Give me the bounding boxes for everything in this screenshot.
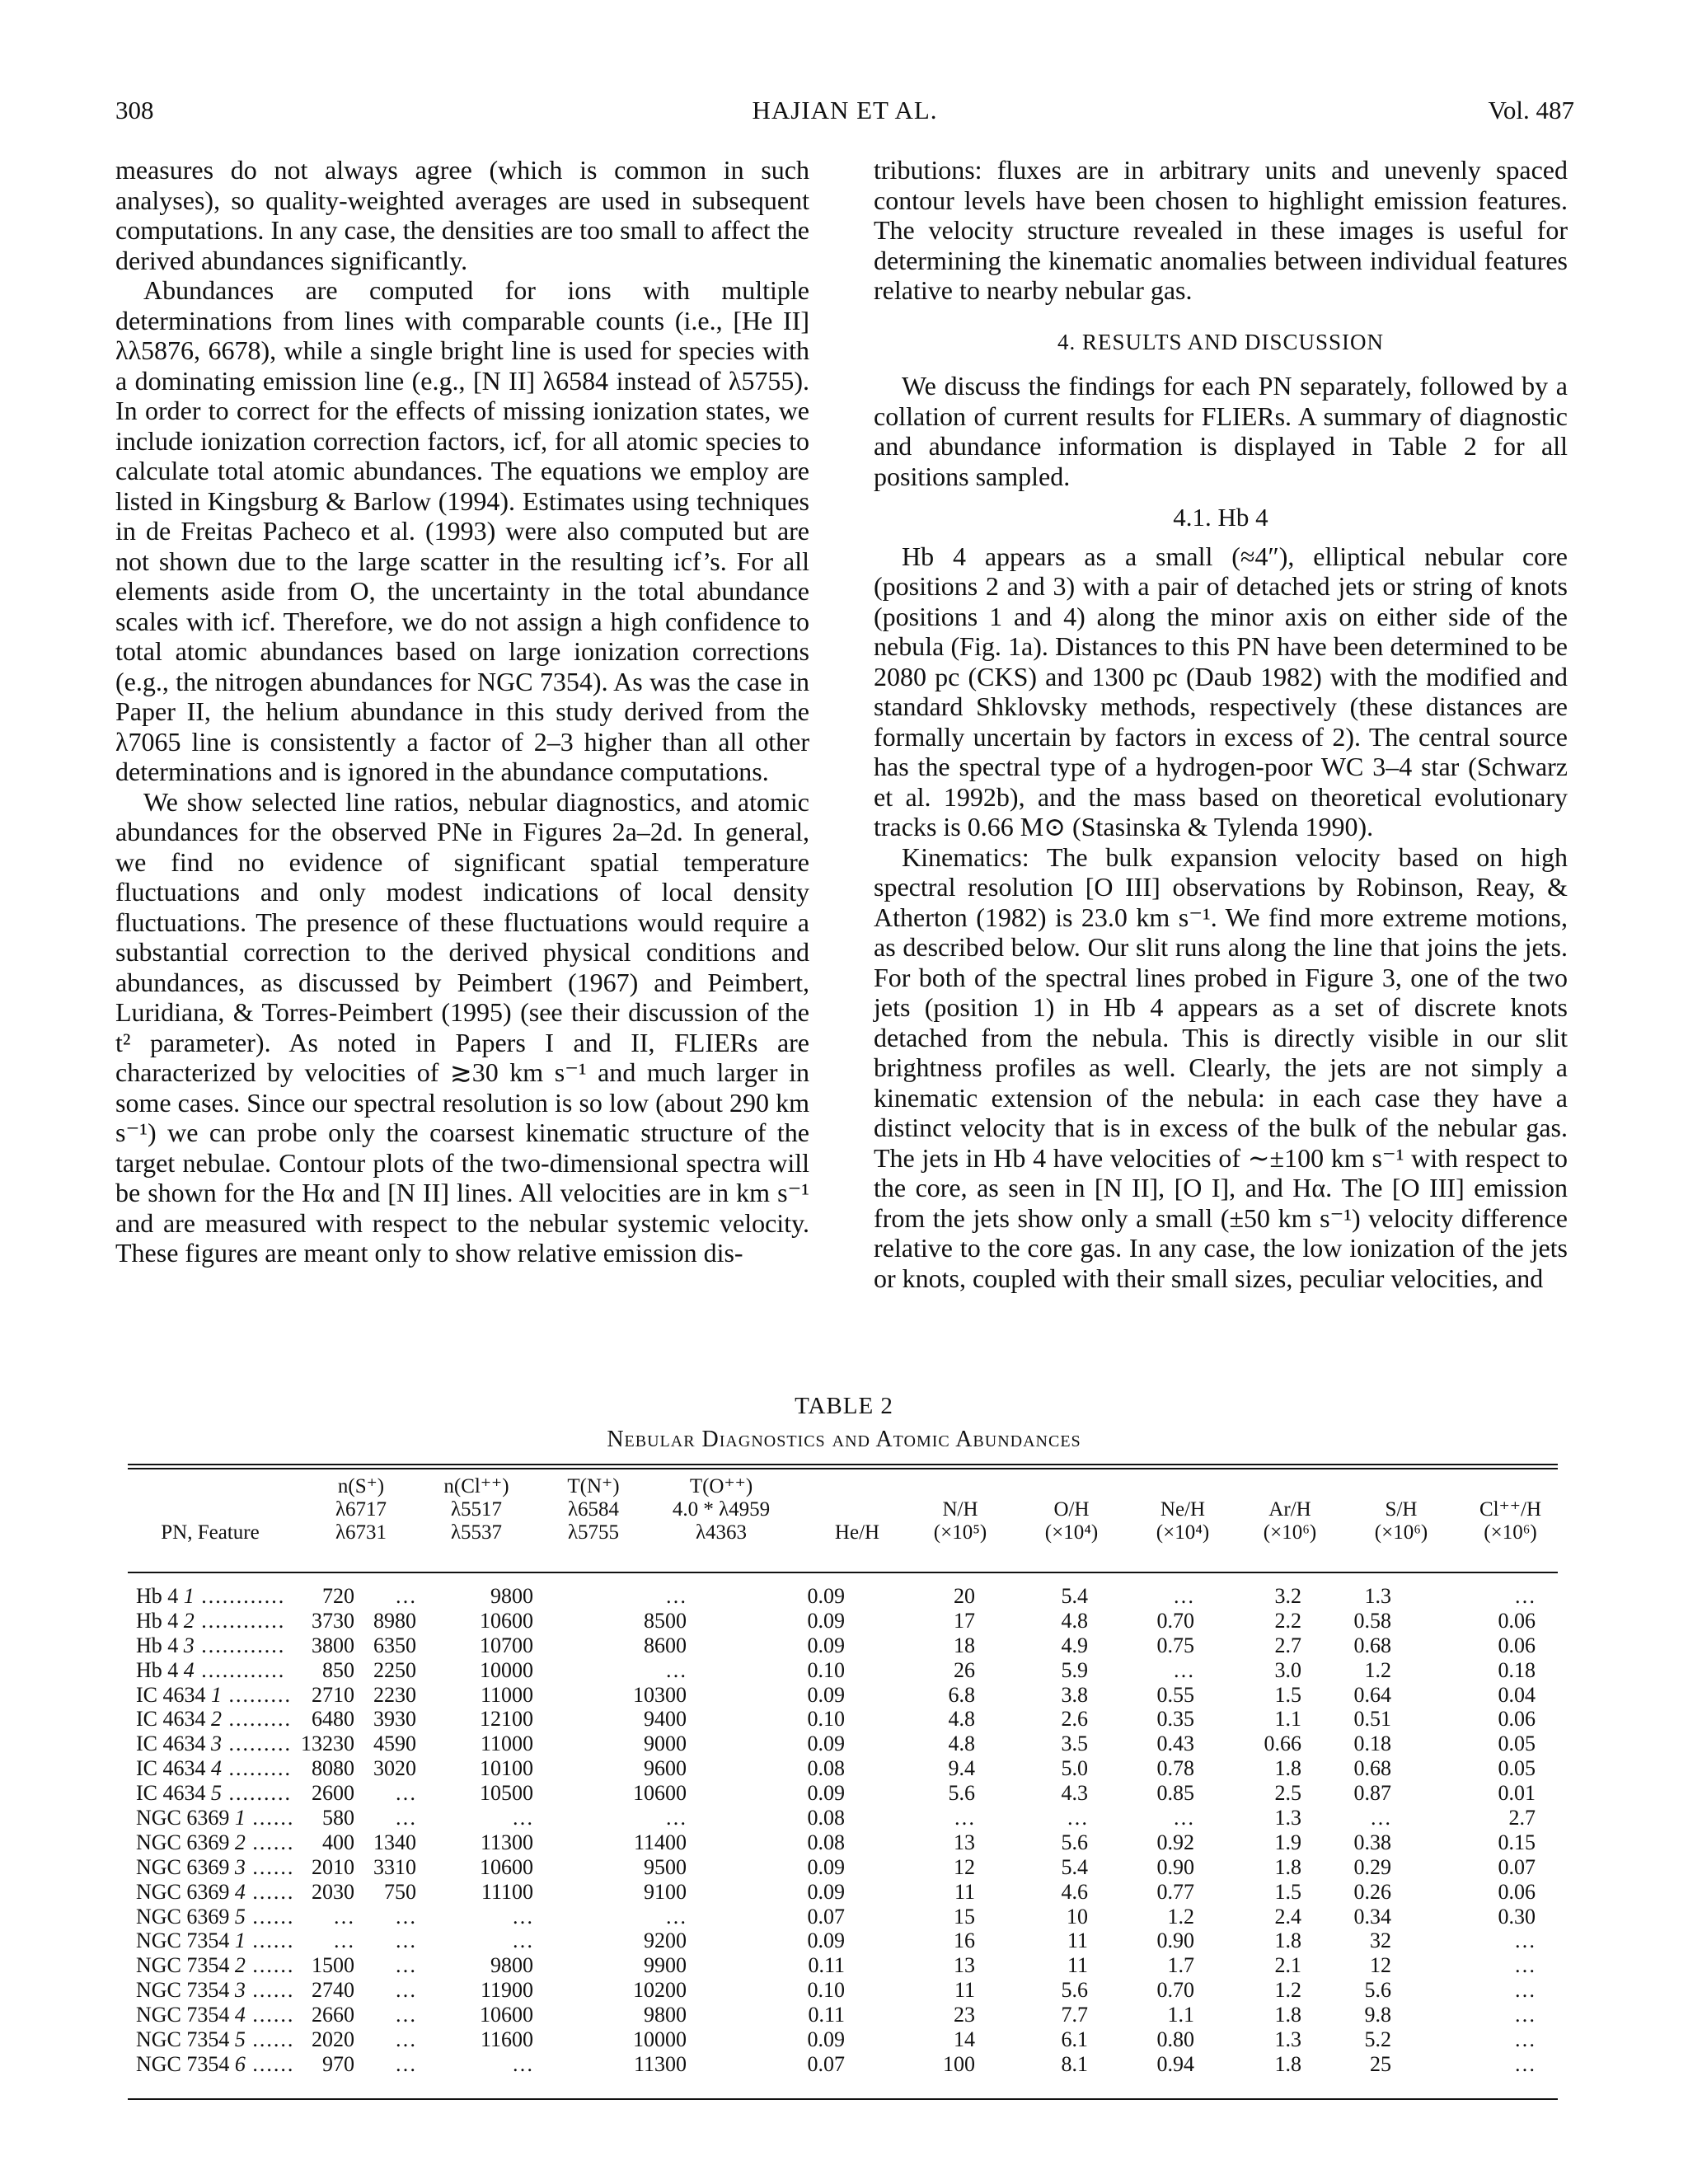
pn-feature-cell: NGC 6369 3 ...... (136, 1854, 295, 1879)
header-n-cl: n(Cl⁺⁺) λ5517 λ5537 (443, 1475, 509, 1544)
table-cell: 11 (1067, 1953, 1088, 1978)
table-cell: 10300 (633, 1682, 687, 1707)
paragraph: Hb 4 appears as a small (≈4″), elliptical nebular core (positions 2 and 3) with a pair of detached jets or string of knots (positions 1 and 4) along the minor axis on either side of the nebula (Fig. 1a). Distances to this PN have been determined to be 2080 pc (CKS) and 1300 pc (Daub 1982) with the modified and standard Shklovsky methods, respectively (these distances are formally uncertain by factors in excess of 2). The central source has the spectral type of a hydrogen-poor WC 3–4 star (Schwarz et al. 1992b), and the mass based on theoretical evolutionary tracks is 0.66 M⊙ (Stasinska & Tylenda 1990). (874, 541, 1568, 841)
table-cell: 10600 (480, 1854, 533, 1879)
table-cell: 1500 (312, 1953, 354, 1978)
table-cell: 0.06 (1498, 1608, 1536, 1633)
table-cell: 5.6 (948, 1781, 975, 1806)
table-cell: 1.8 (1274, 2003, 1301, 2027)
table-cell: 2.6 (1061, 1707, 1088, 1732)
pn-feature-cell: NGC 6369 4 ...... (136, 1879, 295, 1904)
table-cell: 4.6 (1061, 1879, 1088, 1904)
table-cell: 1.3 (1364, 1584, 1391, 1608)
table-cell: 6.8 (948, 1682, 975, 1707)
table-cell: 13 (954, 1830, 975, 1854)
table-cell: 10600 (480, 2003, 533, 2027)
table-row (136, 1732, 1558, 1756)
table-cell: 32 (1370, 1929, 1391, 1953)
table-cell: 0.06 (1498, 1879, 1536, 1904)
header-s-h: S/H (×10⁶) (1374, 1498, 1428, 1544)
table-cell: 9800 (490, 1953, 533, 1978)
table-cell: … (954, 1806, 975, 1830)
table-cell: 9400 (644, 1707, 687, 1732)
table-cell: … (665, 1657, 687, 1682)
table-cell: 0.94 (1156, 2051, 1194, 2076)
table-cell: … (395, 1781, 416, 1806)
table-cell: 4.8 (948, 1732, 975, 1756)
table-cell: 2600 (312, 1781, 354, 1806)
table-cell: 1.1 (1274, 1707, 1301, 1732)
table-cell: 13 (954, 1953, 975, 1978)
table-row (136, 1633, 1558, 1658)
table-cell: 0.66 (1264, 1732, 1301, 1756)
pn-feature-cell: NGC 7354 2 ...... (136, 1953, 295, 1978)
table-cell: … (665, 1806, 687, 1830)
volume-label: Vol. 487 (1488, 96, 1574, 124)
table-cell: … (1514, 1978, 1536, 2003)
table-cell: 0.80 (1156, 2027, 1194, 2052)
table-cell: 1.5 (1274, 1879, 1301, 1904)
table-cell: 15 (954, 1904, 975, 1929)
table-cell: 0.55 (1156, 1682, 1194, 1707)
table-cell: … (1067, 1806, 1088, 1830)
pn-feature-cell: IC 4634 4 ......... (136, 1756, 292, 1781)
table-row (136, 1756, 1558, 1781)
pn-feature-cell: Hb 4 2 ............ (136, 1608, 286, 1633)
subsection-heading: 4.1. Hb 4 (1173, 503, 1268, 532)
table-cell: … (395, 2051, 416, 2076)
table-cell: 1.1 (1167, 2003, 1194, 2027)
table-cell: 2010 (312, 1854, 354, 1879)
table-row (136, 1781, 1558, 1806)
paragraph: We show selected line ratios, nebular diagnostics, and atomic abundances for the observed PNe in Figures 2a–2d. In general, we find no evidence of significant spatial temperature fluctuations and only modest indications of local density fluctuations. The presence of these fluctuations would require a substantial correction to the derived physical conditions and abundances, as discussed by Peimbert (1967) and Peimbert, Luridiana, & Torres-Peimbert (1995) (see their discussion of the t² parameter). As noted in Papers I and II, FLIERs are characterized by velocities of ≳30 km s⁻¹ and much larger in some cases. Since our spectral resolution is so low (about 290 km s⁻¹) we can probe only the coarsest kinematic structure of the target nebulae. Contour plots of the two-dimensional spectra will be shown for the Hα and [N II] lines. All velocities are in km s⁻¹ and are measured with respect to the nebular systemic velocity. These figures are meant only to show relative emission dis- (115, 786, 809, 1268)
table-row (136, 1658, 1558, 1683)
table-cell: 13230 (301, 1732, 354, 1756)
table-caption: Nebular Diagnostics and Atomic Abundances (607, 1427, 1081, 1452)
table-cell: 10 (1067, 1904, 1088, 1929)
table-cell: … (1514, 1953, 1536, 1978)
table-cell: 2.7 (1274, 1633, 1301, 1657)
table-cell: 1.2 (1167, 1904, 1194, 1929)
table-cell: … (512, 2051, 533, 2076)
table-cell: 11 (954, 1879, 975, 1904)
table-cell: 0.77 (1156, 1879, 1194, 1904)
table-cell: 17 (954, 1608, 975, 1633)
table-cell: 5.4 (1061, 1584, 1088, 1608)
table-cell: 11600 (480, 2027, 533, 2052)
table-cell: 0.38 (1353, 1830, 1391, 1854)
table-row (136, 2003, 1558, 2027)
table-cell: 580 (322, 1806, 354, 1830)
table-cell: … (333, 1904, 354, 1929)
section-heading: 4. RESULTS AND DISCUSSION (1057, 329, 1385, 354)
table-cell: 9800 (644, 2003, 687, 2027)
pn-feature-cell: NGC 6369 2 ...... (136, 1830, 295, 1854)
table-cell: 3.8 (1061, 1682, 1088, 1707)
table-cell: 3020 (373, 1756, 416, 1781)
table-cell: … (512, 1806, 533, 1830)
table-cell: … (1514, 2003, 1536, 2027)
table-cell: 0.11 (808, 1953, 845, 1978)
table-cell: 11400 (633, 1830, 687, 1854)
table-cell: 8080 (312, 1756, 354, 1781)
table-cell: 0.58 (1353, 1608, 1391, 1633)
table-cell: 10000 (480, 1657, 533, 1682)
table-cell: 0.09 (807, 1732, 845, 1756)
table-cell: 11100 (481, 1879, 533, 1904)
table-cell: 1.7 (1167, 1953, 1194, 1978)
table-cell: 3730 (312, 1608, 354, 1633)
pn-feature-cell: Hb 4 3 ............ (136, 1633, 286, 1657)
table-cell: … (395, 1904, 416, 1929)
pn-feature-cell: NGC 7354 4 ...... (136, 2003, 295, 2027)
table-cell: 5.6 (1061, 1978, 1088, 2003)
table-cell: 0.09 (807, 1584, 845, 1608)
table-cell: 5.6 (1061, 1830, 1088, 1854)
header-t-n: T(N⁺) λ6584 λ5755 (567, 1475, 620, 1544)
table-cell: 750 (384, 1879, 416, 1904)
pn-feature-cell: IC 4634 1 ......... (136, 1682, 292, 1707)
table-cell: … (1514, 2027, 1536, 2052)
table-row (136, 1683, 1558, 1708)
table-cell: 0.08 (807, 1830, 845, 1854)
table-cell: 6480 (312, 1707, 354, 1732)
table-cell: 0.09 (807, 2027, 845, 2052)
table-cell: 12 (954, 1854, 975, 1879)
table-cell: 11900 (480, 1978, 533, 2003)
table-cell: … (395, 2003, 416, 2027)
table-cell: 1.9 (1274, 1830, 1301, 1854)
table-cell: … (665, 1584, 687, 1608)
table-cell: 720 (322, 1584, 354, 1608)
table-cell: … (395, 1806, 416, 1830)
table-cell: 10200 (633, 1978, 687, 2003)
table-cell: 0.68 (1353, 1756, 1391, 1781)
table-cell: 0.78 (1156, 1756, 1194, 1781)
header-o-h: O/H (×10⁴) (1044, 1498, 1099, 1544)
paragraph: tributions: fluxes are in arbitrary units and unevenly spaced contour levels have been chosen to highlight emission features. The velocity structure revealed in these images is useful for determining the kinematic anomalies between individual features relative to nearby nebular gas. (874, 155, 1568, 305)
table-cell: 2740 (312, 1978, 354, 2003)
table-title: TABLE 2 (795, 1393, 893, 1419)
table-cell: 1.8 (1274, 2051, 1301, 2076)
table-cell: 4.8 (1061, 1608, 1088, 1633)
table-cell: 0.30 (1498, 1904, 1536, 1929)
table-cell: 0.35 (1156, 1707, 1194, 1732)
table-cell: 0.08 (807, 1806, 845, 1830)
table-cell: 3930 (373, 1707, 416, 1732)
table-cell: … (395, 2027, 416, 2052)
table-cell: 1.5 (1274, 1682, 1301, 1707)
table-cell: 23 (954, 2003, 975, 2027)
table-cell: 0.75 (1156, 1633, 1194, 1657)
table-cell: 0.18 (1353, 1732, 1391, 1756)
table-row (136, 1880, 1558, 1905)
table-cell: 9.8 (1364, 2003, 1391, 2027)
pn-feature-cell: Hb 4 1 ............ (136, 1584, 286, 1608)
table-cell: 3800 (312, 1633, 354, 1657)
table-cell: 2.1 (1274, 1953, 1301, 1978)
table-cell: 0.87 (1353, 1781, 1391, 1806)
table-cell: 0.90 (1156, 1929, 1194, 1953)
table-cell: 0.90 (1156, 1854, 1194, 1879)
table-cell: … (333, 1929, 354, 1953)
table-cell: 0.09 (807, 1682, 845, 1707)
table-cell: 0.05 (1498, 1756, 1536, 1781)
table-cell: … (1173, 1657, 1194, 1682)
table-cell: 0.06 (1498, 1707, 1536, 1732)
table-cell: 12100 (480, 1707, 533, 1732)
table-body (136, 1584, 1558, 2077)
table-cell: 2030 (312, 1879, 354, 1904)
table-cell: 4.9 (1061, 1633, 1088, 1657)
left-column (115, 155, 809, 1268)
table-row (136, 2052, 1558, 2077)
table-cell: 10600 (633, 1781, 687, 1806)
pn-feature-cell: IC 4634 5 ......... (136, 1781, 292, 1806)
table-cell: 9.4 (948, 1756, 975, 1781)
table-cell: 2660 (312, 2003, 354, 2027)
table-row (136, 1830, 1558, 1855)
table-cell: 0.01 (1498, 1781, 1536, 1806)
table-cell: … (395, 1929, 416, 1953)
table-cell: 26 (954, 1657, 975, 1682)
table-cell: 400 (322, 1830, 354, 1854)
table-cell: 9500 (644, 1854, 687, 1879)
header-cl-h: Cl⁺⁺/H (×10⁶) (1479, 1498, 1541, 1544)
table-cell: 100 (943, 2051, 975, 2076)
pn-feature-cell: NGC 6369 5 ...... (136, 1904, 295, 1929)
table-cell: 10000 (633, 2027, 687, 2052)
table-cell: 0.10 (807, 1707, 845, 1732)
table-cell: 0.29 (1353, 1854, 1391, 1879)
table-cell: 3.5 (1061, 1732, 1088, 1756)
header-n-s: n(S⁺) λ6717 λ6731 (335, 1475, 387, 1544)
header-ne-h: Ne/H (×10⁴) (1156, 1498, 1210, 1544)
table-cell: 0.09 (807, 1854, 845, 1879)
table-cell: 0.34 (1353, 1904, 1391, 1929)
table-cell: 10500 (480, 1781, 533, 1806)
pn-feature-cell: NGC 7354 6 ...... (136, 2051, 295, 2076)
table-cell: 11000 (480, 1682, 533, 1707)
table-cell: 0.09 (807, 1879, 845, 1904)
table-cell: 0.09 (807, 1608, 845, 1633)
header-n-h: N/H (×10⁵) (933, 1498, 987, 1544)
running-head-authors: HAJIAN ET AL. (752, 96, 938, 124)
table-row (136, 1905, 1558, 1929)
table-cell: 2250 (373, 1657, 416, 1682)
table-row (136, 1929, 1558, 1953)
table-bottom-rule (128, 2098, 1558, 2100)
table-cell: 0.07 (1498, 1854, 1536, 1879)
table-cell: 8980 (373, 1608, 416, 1633)
table-cell: 0.68 (1353, 1633, 1391, 1657)
table-cell: 2230 (373, 1682, 416, 1707)
table-cell: 0.04 (1498, 1682, 1536, 1707)
running-header (115, 96, 1574, 129)
table-cell: … (1173, 1584, 1194, 1608)
table-cell: 3.0 (1274, 1657, 1301, 1682)
table-cell: 0.09 (807, 1633, 845, 1657)
table-cell: 9000 (644, 1732, 687, 1756)
right-column (874, 155, 1568, 1293)
table-header (128, 1475, 1558, 1570)
table-cell: 0.09 (807, 1781, 845, 1806)
table-cell: 1.2 (1364, 1657, 1391, 1682)
table-cell: 8500 (644, 1608, 687, 1633)
header-t-o: T(O⁺⁺) 4.0 * λ4959 λ4363 (672, 1475, 771, 1544)
table-cell: 5.9 (1061, 1657, 1088, 1682)
table-cell: 2710 (312, 1682, 354, 1707)
table-cell: 1.8 (1274, 1756, 1301, 1781)
table-cell: 18 (954, 1633, 975, 1657)
table-cell: 11000 (480, 1732, 533, 1756)
table-cell: … (1370, 1806, 1391, 1830)
pn-feature-cell: Hb 4 4 ............ (136, 1657, 286, 1682)
table-cell: 3.2 (1274, 1584, 1301, 1608)
table-row (136, 1609, 1558, 1633)
table-cell: 25 (1370, 2051, 1391, 2076)
table-cell: … (665, 1904, 687, 1929)
table-cell: 1.3 (1274, 2027, 1301, 2052)
table-cell: 970 (322, 2051, 354, 2076)
table-cell: 0.11 (808, 2003, 845, 2027)
table-cell: … (1514, 2051, 1536, 2076)
pn-feature-cell: NGC 7354 3 ...... (136, 1978, 295, 2003)
table-cell: 2.2 (1274, 1608, 1301, 1633)
table-cell: 9100 (644, 1879, 687, 1904)
table-cell: 0.08 (807, 1756, 845, 1781)
table-cell: 1340 (373, 1830, 416, 1854)
pn-feature-cell: NGC 6369 1 ...... (136, 1806, 295, 1830)
paragraph: Abundances are computed for ions with multiple determinations from lines with comparable counts (i.e., [He II] λλ5876, 6678), while a single bright line is used for species with a dominating emission line (e.g., [N II] λ6584 instead of λ5755). In order to correct for the effects of missing ionization states, we include ionization correction factors, icf, for all atomic species to calculate total atomic abundances. The equations we employ are listed in Kingsburg & Barlow (1994). Estimates using techniques in de Freitas Pacheco et al. (1993) were also computed but are not shown due to the large scatter in the resulting icf’s. For all elements aside from O, the uncertainty in the total abundance scales with icf. Therefore, we do not assign a high confidence to total atomic abundances based on large ionization corrections (e.g., the nitrogen abundances for NGC 7354). As was the case in Paper II, the helium abundance in this study derived from the λ7065 line is consistently a factor of 2–3 higher than all other determinations and is ignored in the abundance computations. (115, 275, 809, 786)
table-cell: 5.6 (1364, 1978, 1391, 2003)
table-cell: 0.51 (1353, 1707, 1391, 1732)
pn-feature-cell: NGC 7354 1 ...... (136, 1929, 295, 1953)
table-cell: 0.70 (1156, 1608, 1194, 1633)
paragraph: measures do not always agree (which is common in such analyses), so quality-weighted averages are used in subsequent computations. In any case, the densities are too small to affect the derived abundances significantly. (115, 155, 809, 275)
table-cell: 0.09 (807, 1929, 845, 1953)
table-cell: 0.85 (1156, 1781, 1194, 1806)
table-cell: 4.8 (948, 1707, 975, 1732)
table-row (136, 1953, 1558, 1978)
table-row (136, 1806, 1558, 1830)
table-row (136, 1707, 1558, 1732)
pn-feature-cell: IC 4634 3 ......... (136, 1732, 292, 1756)
table-cell: 3310 (373, 1854, 416, 1879)
table-cell: 5.2 (1364, 2027, 1391, 2052)
table-cell: 9600 (644, 1756, 687, 1781)
table-cell: 0.10 (807, 1657, 845, 1682)
table-cell: 16 (954, 1929, 975, 1953)
table-cell: … (512, 1929, 533, 1953)
table-cell: 2.7 (1508, 1806, 1536, 1830)
table-cell: 4590 (373, 1732, 416, 1756)
table-cell: 6.1 (1061, 2027, 1088, 2052)
table-cell: 6350 (373, 1633, 416, 1657)
paragraph: We discuss the findings for each PN separately, followed by a collation of current results for FLIERs. A summary of diagnostic and abundance information is displayed in Table 2 for all positions sampled. (874, 371, 1568, 491)
table-cell: … (1514, 1929, 1536, 1953)
table-cell: 10600 (480, 1608, 533, 1633)
table-cell: … (395, 1978, 416, 2003)
table-cell: 0.05 (1498, 1732, 1536, 1756)
header-ar-h: Ar/H (×10⁶) (1263, 1498, 1317, 1544)
table-cell: 1.8 (1274, 1854, 1301, 1879)
table-cell: 0.07 (807, 2051, 845, 2076)
table-cell: 1.8 (1274, 1929, 1301, 1953)
table-cell: 0.15 (1498, 1830, 1536, 1854)
table-cell: 9800 (490, 1584, 533, 1608)
table-top-rule (128, 1468, 1558, 1469)
table-top-rule (128, 1464, 1558, 1465)
table-row (136, 2027, 1558, 2052)
table-header-rule (128, 1572, 1558, 1573)
table-cell: 14 (954, 2027, 975, 2052)
table-cell: 5.4 (1061, 1854, 1088, 1879)
pn-feature-cell: IC 4634 2 ......... (136, 1707, 292, 1732)
header-pn-feature: PN, Feature (161, 1521, 260, 1544)
paragraph: Kinematics: The bulk expansion velocity based on high spectral resolution [O III] observations by Robinson, Reay, & Atherton (1982) is 23.0 km s⁻¹. We find more extreme motions, as described below. Our slit runs along the line that joins the jets. For both of the spectral lines probed in Figure 3, one of the two jets (position 1) in Hb 4 appears as a set of discrete knots detached from the nebula. This is directly visible in our slit brightness profiles as well. Clearly, the jets are not simply a kinematic extension of the nebula: in each case they have a distinct velocity that is in excess of the bulk of the nebular gas. The jets in Hb 4 have velocities of ∼±100 km s⁻¹ with respect to the core, as seen in [N II], [O I], and Hα. The [O III] emission from the jets show only a small (±50 km s⁻¹) velocity difference relative to the core gas. In any case, the low ionization of the jets or knots, coupled with their small sizes, peculiar velocities, and (874, 841, 1568, 1293)
table-cell: 8.1 (1061, 2051, 1088, 2076)
table-cell: 11300 (480, 1830, 533, 1854)
table-cell: … (512, 1904, 533, 1929)
table-cell: 8600 (644, 1633, 687, 1657)
table-cell: 11 (954, 1978, 975, 2003)
table-cell: 1.3 (1274, 1806, 1301, 1830)
table-cell: 7.7 (1061, 2003, 1088, 2027)
table-cell: 11300 (633, 2051, 687, 2076)
table-cell: 0.10 (807, 1978, 845, 2003)
table-cell: … (1173, 1806, 1194, 1830)
table-cell: 2.5 (1274, 1781, 1301, 1806)
table-cell: 12 (1370, 1953, 1391, 1978)
table-cell: 0.92 (1156, 1830, 1194, 1854)
table-cell: … (395, 1953, 416, 1978)
table-row (136, 1978, 1558, 2003)
pn-feature-cell: NGC 7354 5 ...... (136, 2027, 295, 2052)
table-cell: 0.43 (1156, 1732, 1194, 1756)
table-cell: 0.26 (1353, 1879, 1391, 1904)
table-cell: 0.70 (1156, 1978, 1194, 2003)
table-cell: 20 (954, 1584, 975, 1608)
table-cell: 0.18 (1498, 1657, 1536, 1682)
table-cell: … (395, 1584, 416, 1608)
table-cell: 9900 (644, 1953, 687, 1978)
table-cell: 10700 (480, 1633, 533, 1657)
table-cell: 850 (322, 1657, 354, 1682)
table-cell: 0.64 (1353, 1682, 1391, 1707)
table-cell: 9200 (644, 1929, 687, 1953)
table-cell: 2.4 (1274, 1904, 1301, 1929)
table-cell: 2020 (312, 2027, 354, 2052)
table-cell: 0.06 (1498, 1633, 1536, 1657)
table-cell: … (1514, 1584, 1536, 1608)
table-cell: 11 (1067, 1929, 1088, 1953)
table-cell: 10100 (480, 1756, 533, 1781)
table-cell: 0.07 (807, 1904, 845, 1929)
table-cell: 1.2 (1274, 1978, 1301, 2003)
header-he-h: He/H (834, 1521, 880, 1544)
table-cell: 4.3 (1061, 1781, 1088, 1806)
table-cell: 5.0 (1061, 1756, 1088, 1781)
page-number: 308 (115, 96, 154, 124)
table-row (136, 1855, 1558, 1880)
table-row (136, 1584, 1558, 1609)
